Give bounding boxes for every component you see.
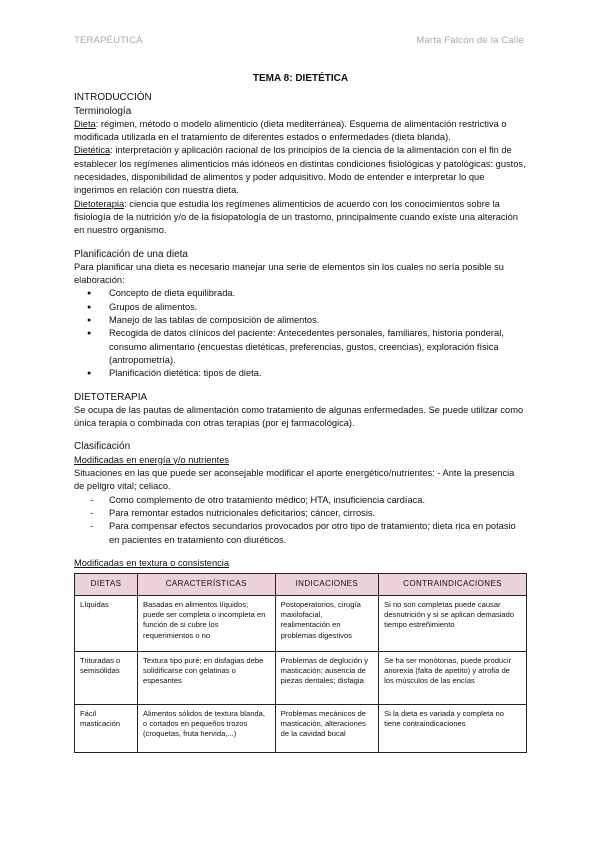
col-header-contraindicaciones: CONTRAINDICACIONES <box>379 574 527 595</box>
table-cell: Basadas en alimentos líquidos; puede ser completa o incompleta en función de si cubre los requerimientos o no <box>138 595 276 651</box>
table-row <box>75 595 527 651</box>
planning-list <box>74 287 527 380</box>
col-header-indicaciones: INDICACIONES <box>275 574 378 595</box>
table-cell: Si no son completas puede causar desnutrición y si se aplican demasiado tiempo estreñimiento <box>379 595 527 651</box>
table-cell: Se ha ser monótonas, puede producir anorexia (falta de apetito) y atrofia de los músculos de las encías <box>379 651 527 704</box>
definition-dietoterapia <box>74 198 527 238</box>
table-header-row <box>75 574 527 595</box>
definition-text: : régimen, método o modelo alimenticio (dieta mediterránea). Esquema de alimentación restrictiva o modificada utilizada en el tratamiento de diferentes estados o enfermedades (dieta blanda). <box>74 118 507 143</box>
list-item: - Como complemento de otro tratamiento médico; HTA, insuficiencia cardíaca. <box>74 494 527 507</box>
table-cell: Alimentos sólidos de textura blanda, o cortados en pequeños trozos (croquetas, fruta hervida,...) <box>138 704 276 752</box>
definition-dieta <box>74 118 527 145</box>
term-dieta: Dieta <box>74 118 96 129</box>
table-cell: Si la dieta es variada y completa no tiene contraindicaciones <box>379 704 527 752</box>
list-item: ● Grupos de alimentos. <box>74 301 527 314</box>
texture-heading: Modificadas en textura o consistencia <box>74 557 230 568</box>
intro-heading: INTRODUCCIÓN <box>74 92 152 104</box>
table-cell: Líquidas <box>75 595 138 651</box>
col-header-dietas: DIETAS <box>75 574 138 595</box>
table-cell: Textura tipo puré; en disfagias debe solidificarse con gelatinas o espesantes <box>138 651 276 704</box>
table-cell: Fácil masticación <box>75 704 138 752</box>
table-cell: Problemas de deglución y masticación; ausencia de piezas dentales; disfagia <box>275 651 378 704</box>
document-body <box>74 72 527 753</box>
definition-text: : interpretación y aplicación racional de los principios de la ciencia de la alimentación con el fin de establecer los regímenes alimenticios más idóneos en distintas condiciones fisiológicas y patológicas: gustos, necesidades, disponibilidad de alimentos y poder adquisitivo. Modo de entender e interpretar lo que ingerimos en relación con nuestra dieta. <box>74 145 526 196</box>
planning-text: Para planificar una dieta es necesario manejar una serie de elementos sin los cuales no sería posible su elaboración: <box>74 261 504 286</box>
header-subject: TERAPÉUTICA <box>74 35 143 46</box>
planning-heading: Planificación de una dieta <box>74 248 188 260</box>
list-item: ● Manejo de las tablas de composición de alimentos. <box>74 314 527 327</box>
table-row <box>75 651 527 704</box>
energy-list <box>74 494 527 547</box>
list-item: - Para remontar estados nutricionales deficitarios; cáncer, cirrosis. <box>74 507 527 520</box>
dietoterapia-heading: DIETOTERAPIA <box>74 391 148 403</box>
list-item: ● Concepto de dieta equilibrada. <box>74 287 527 300</box>
energy-heading: Modificadas en energía y/o nutrientes <box>74 454 230 465</box>
table-cell: Trituradas o semisólidas <box>75 651 138 704</box>
energy-text: Situaciones en las que puede ser aconsejable modificar el aporte energético/nutrientes: - Ante la presencia de peligro vital; celiaco. <box>74 468 515 492</box>
term-dietetica: Dietética <box>74 145 111 156</box>
definition-dietetica <box>74 144 527 197</box>
dietoterapia-text: Se ocupa de las pautas de alimentación como tratamiento de algunas enfermedades. Se puede utilizar como única terapia o combinada con otras terapias (por ej farmacológica). <box>74 404 524 429</box>
terminology-heading: Terminología <box>74 105 132 117</box>
table-row <box>75 704 527 752</box>
list-item: ● Recogida de datos clínicos del paciente: Antecedentes personales, familiares, historia ponderal, consumo alimentario (encuestas dietéticas, preferencias, gustos, creencias), exploración física (antropometría). <box>74 327 527 367</box>
table-cell: Postoperatorios, cirugía maxilofacial, realimentación en problemas digestivos <box>275 595 378 651</box>
classification-heading: Clasificación <box>74 441 131 453</box>
definition-text: : ciencia que estudia los regímenes alimenticios de acuerdo con los conocimientos sobre la fisiología de la nutrición y/o de la fisiopatología de un trastorno, principalmente cuando existe una alteración en nuestro organismo. <box>74 198 518 236</box>
header-author: Marta Falcón de la Calle <box>416 35 524 46</box>
list-item: - Para compensar efectos secundarios provocados por otro tipo de tratamiento; dieta rica en potasio en pacientes en tratamiento con diuréticos. <box>74 520 527 547</box>
list-item: ● Planificación dietética: tipos de dieta. <box>74 367 527 380</box>
diet-table <box>74 573 527 752</box>
col-header-caracteristicas: CARACTERÍSTICAS <box>138 574 276 595</box>
page-title: TEMA 8: DIETÉTICA <box>252 73 349 84</box>
term-dietoterapia: Dietoterapia <box>74 198 125 209</box>
table-cell: Problemas mecánicos de masticación, alteraciones de la cavidad bucal <box>275 704 378 752</box>
